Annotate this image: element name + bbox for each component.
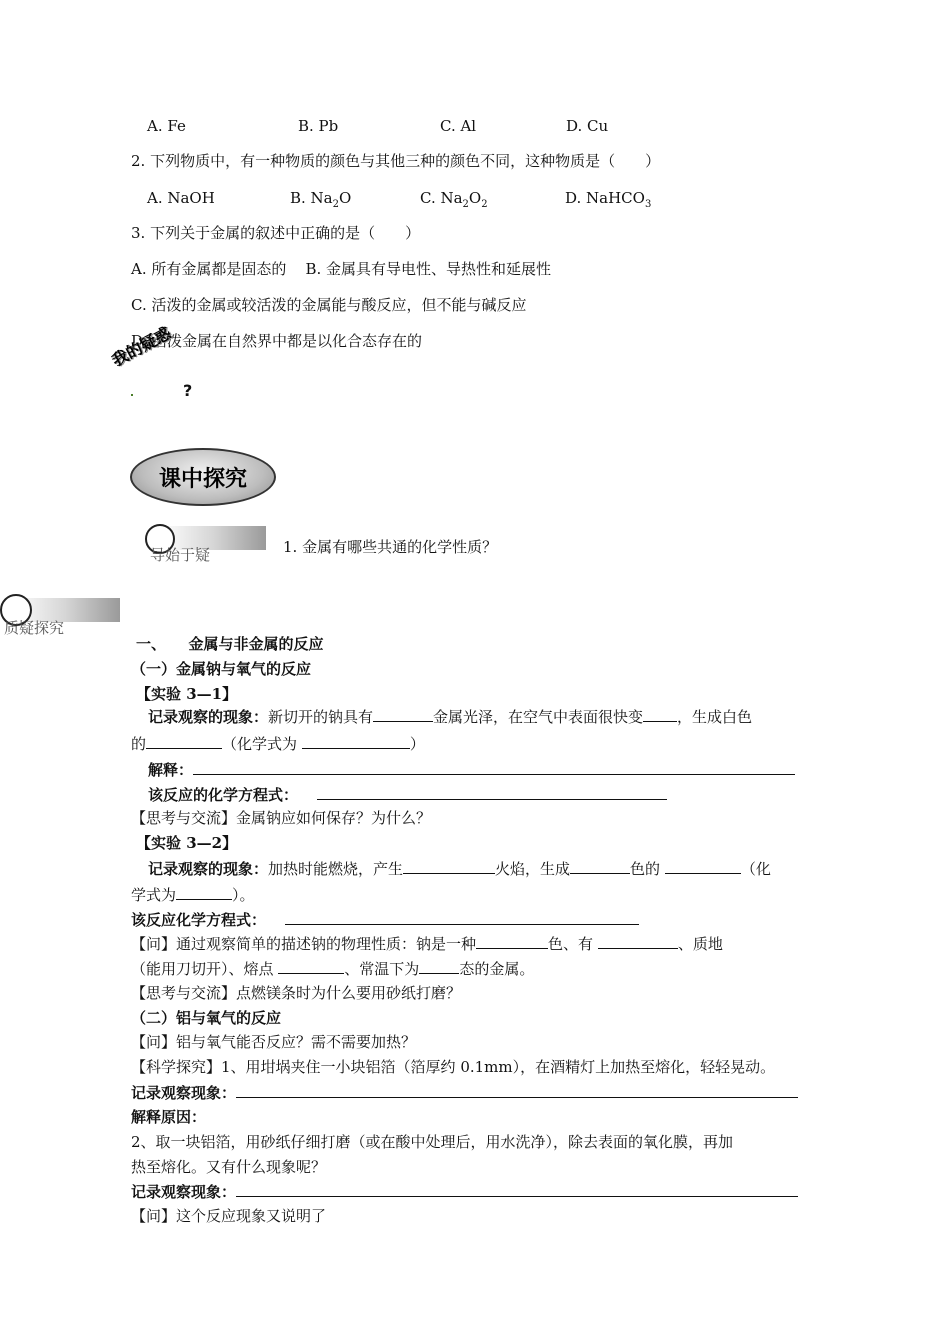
q2-option-b: B. $Na_2O$ [290,189,352,210]
bar1-question: 1. 金属有哪些共通的化学性质？ [283,538,498,556]
ask1-line1: 【问】通过观察简单的描述钠的物理性质：钠是一种 色、有 、质地 [131,935,723,953]
observation1-line2: 的 （化学式为 ） [131,735,425,753]
reason-label: 解释原因： [131,1108,207,1126]
q1-option-c: C. Al [440,117,477,135]
section1-subtitle1: （一）金属钠与氧气的反应 [131,660,312,678]
experiment-3-1: 【实验 3—1】 [136,685,238,703]
think-exchange-2: 【思考与交流】点燃镁条时为什么要用砂纸打磨？ [131,984,462,1002]
observation1-line1: 记录观察的现象：新切开的钠具有 金属光泽，在空气中表面很快变 ，生成白色 [148,708,753,726]
q2-option-d: D. NaHCO$_3$ [565,189,652,210]
q1-option-d: D. Cu [566,117,609,135]
think-exchange-1: 【思考与交流】金属钠应如何保存？为什么？ [131,809,432,827]
ask2-line: 【问】铝与氧气能否反应？需不需要加热？ [131,1033,417,1051]
q3-option-c: C. 活泼的金属或较活泼的金属能与酸反应，但不能与碱反应 [131,296,527,314]
record1-line: 记录观察现象： [131,1082,798,1103]
record2-line: 记录观察现象： [131,1181,798,1202]
equation2-line: 该反应化学方程式： [131,909,639,930]
science-inquiry-line: 【科学探究】1、用坩埚夹住一小块铝箔（箔厚约 0.1mm），在酒精灯上加热至熔化，轻轻晃动。 [131,1058,776,1076]
explanation-line: 解释： [148,759,795,780]
experiment-3-2: 【实验 3—2】 [136,834,238,852]
bar1-label: 导始于疑 [150,546,211,564]
section1-subtitle2: （二）铝与氧气的反应 [131,1009,282,1027]
q3-option-d: D. 活泼金属在自然界中都是以化合态存在的 [131,332,423,350]
q2-stem: 2. 下列物质中，有一种物质的颜色与其他三种的颜色不同，这种物质是（ ） [131,152,661,170]
my-doubts-wordart: 我的疑惑 [108,323,175,371]
q1-option-b: B. Pb [298,117,339,135]
q3-stem: 3. 下列关于金属的叙述中正确的是（ ） [131,224,421,242]
ask3-line: 【问】这个反应现象又说明了 [131,1207,327,1225]
observation2-line1: 记录观察的现象：加热时能燃烧，产生 火焰，生成 色的 （化 [148,860,771,878]
stray-dot [131,394,133,396]
ask1-line2: （能用刀切开）、熔点 、常温下为 态的金属。 [131,960,535,978]
step2-line2: 热至熔化。又有什么现象呢？ [131,1158,327,1176]
q2-option-a: A. NaOH [147,189,215,207]
question-mark-glyph: ? [183,381,193,400]
q1-option-a: A. Fe [147,117,186,135]
section1-title: 一、 金属与非金属的反应 [136,635,324,653]
equation1-line: 该反应的化学方程式： [148,784,667,805]
observation2-line2: 学式为 ）。 [131,886,255,904]
section-heading-oval [130,448,276,506]
q2-option-c: C. $Na_2O_2$ [420,189,488,210]
section-heading: 课中探究 [158,466,247,492]
q3-option-ab: A. 所有金属都是固态的 B. 金属具有导电性、导热性和延展性 [131,260,552,278]
bar2-label: 质疑探究 [4,619,65,637]
step2-line1: 2、取一块铝箔，用砂纸仔细打磨（或在酸中处理后，用水洗净），除去表面的氧化膜，再加 [131,1133,734,1151]
